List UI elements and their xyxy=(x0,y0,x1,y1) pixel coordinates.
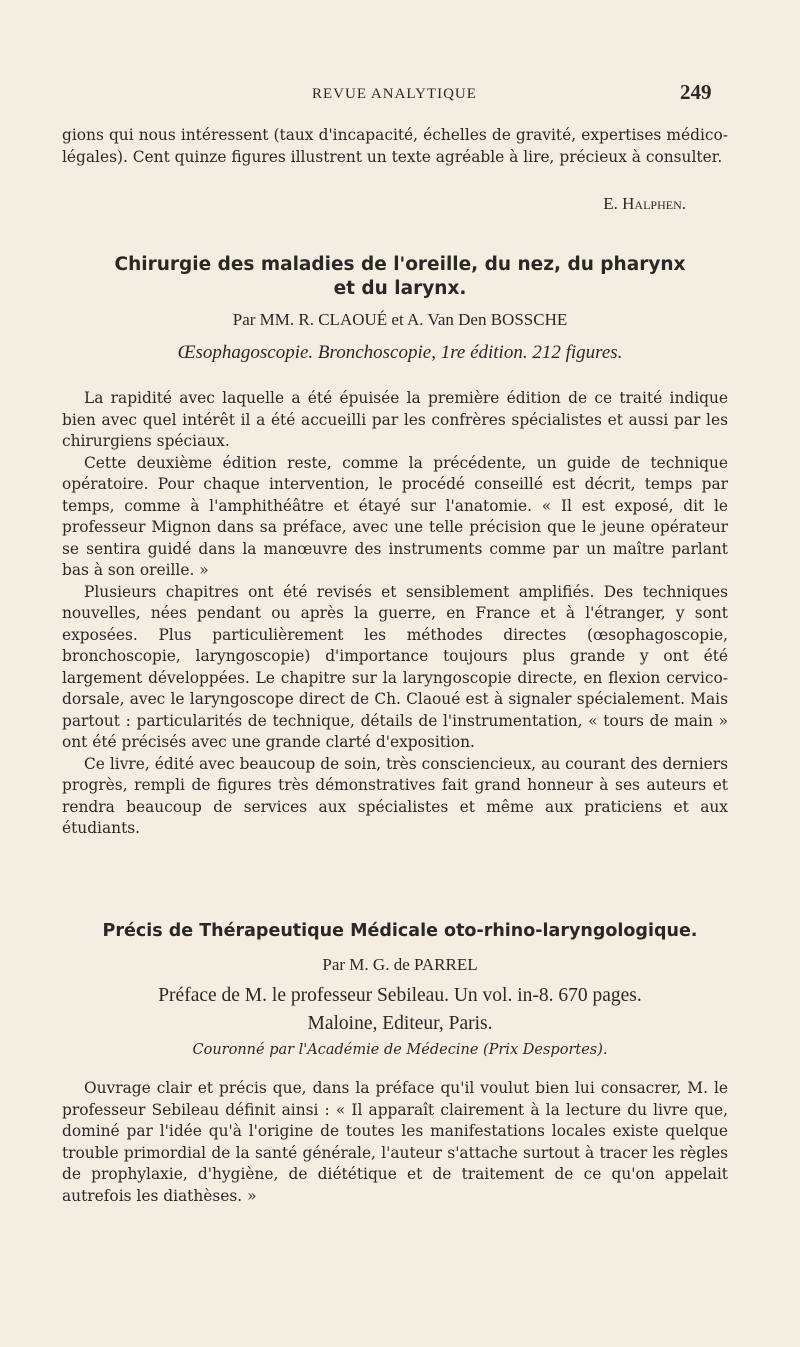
review1-body xyxy=(62,388,728,840)
page-header xyxy=(0,80,800,110)
page-number: 249 xyxy=(680,80,712,104)
review2-pub-line2: Maloine, Editeur, Paris. xyxy=(307,1013,493,1034)
running-head: REVUE ANALYTIQUE xyxy=(312,86,477,102)
review2-title: Précis de Thérapeutique Médicale oto-rhino-laryngologique. xyxy=(102,921,698,941)
review2-pub-line1: Préface de M. le professeur Sebileau. Un vol. in-8. 670 pages. xyxy=(158,985,642,1006)
review1-paragraph: Ce livre, édité avec beaucoup de soin, très consciencieux, au courant des derniers progrès, rempli de figures très démonstratives fait grand honneur à ses auteurs et rendra beaucoup de services aux spécialistes et même aux praticiens et aux étudiants. xyxy=(62,754,728,837)
review2-paragraph: Ouvrage clair et précis que, dans la préface qu'il voulut bien lui consacrer, M. le professeur Sebileau définit ainsi : « Il apparaît clairement à la lecture du livre que, dominé par l'idée qu'à l'origine de toutes les manifestations locales existe quelque trouble primordial de la santé générale, l'auteur s'attache surtout à tracer les règles de prophylaxie, d'hygiène, de diététique et de traitement de ce qu'on appelait autrefois les diathèses. » xyxy=(62,1079,728,1205)
review2-body xyxy=(62,1078,728,1207)
review1-title-line1: Chirurgie des maladies de l'oreille, du nez, du pharynx xyxy=(114,254,686,275)
review2-award: Couronné par l'Académie de Médecine (Prix Desportes). xyxy=(192,1042,608,1058)
review1-paragraph: La rapidité avec laquelle a été épuisée la première édition de ce traité indique bien avec quel intérêt il a été accueilli par les confrères spécialistes et aussi par les chirurgiens spéciaux. xyxy=(62,389,728,450)
intro-paragraph: gions qui nous intéressent (taux d'incapacité, échelles de gravité, expertises médico-légales). Cent quinze figures illustrent un texte agréable à lire, précieux à consulter. xyxy=(62,126,728,166)
review-signature: E. Halphen. xyxy=(603,194,686,213)
review1-subtitle: Œsophagoscopie. Bronchoscopie, 1re édition. 212 figures. xyxy=(177,342,623,363)
intro-text xyxy=(62,125,728,168)
review1-paragraph: Plusieurs chapitres ont été revisés et sensiblement amplifiés. Des techniques nouvelles, nées pendant ou après la guerre, en France et à l'étranger, y sont exposées. Plus particulièrement les méthodes directes (œsophagoscopie, bronchoscopie, laryngoscopie) d'importance toujours plus grande y ont été largement développées. Le chapitre sur la laryngoscopie directe, en flexion cervico-dorsale, avec le laryngoscope direct de Ch. Claoué est à signaler spécialement. Mais partout : particularités de technique, détails de l'instrumentation, « tours de main » ont été précisés avec une grande clarté d'exposition. xyxy=(62,582,728,751)
review2-authors: Par M. G. de PARREL xyxy=(322,955,478,974)
review1-paragraph: Cette deuxième édition reste, comme la précédente, un guide de technique opératoire. Pour chaque intervention, le procédé conseillé est décrit, temps par temps, comme à l'amphithéâtre et étayé sur l'anatomie. « Il est exposé, dit le professeur Mignon dans sa préface, avec une telle précision que le jeune opérateur se sentira guidé dans la manœuvre des instruments comme par un maître parlant bas à son oreille. » xyxy=(62,453,728,579)
review1-authors: Par MM. R. CLAOUÉ et A. Van Den BOSSCHE xyxy=(232,310,568,329)
review1-title-line2: et du larynx. xyxy=(333,278,467,299)
